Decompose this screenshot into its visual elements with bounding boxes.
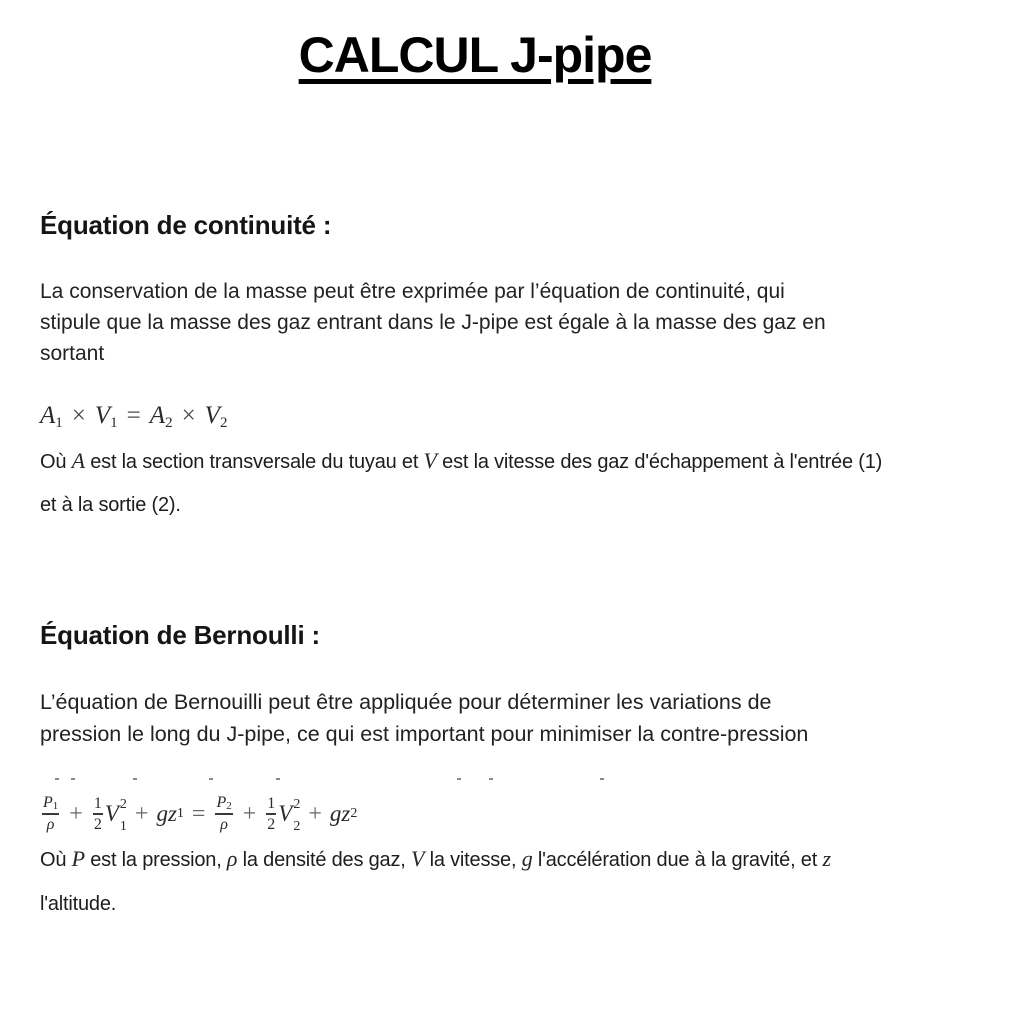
formula-var: V xyxy=(94,402,111,429)
fraction-numerator: 1 xyxy=(93,794,102,812)
fraction-numerator xyxy=(215,794,232,812)
fraction-bar xyxy=(215,813,232,815)
plus-operator: + xyxy=(134,800,149,827)
formula-bernoulli xyxy=(40,788,357,840)
formula-var: A xyxy=(40,402,56,429)
section-heading-bernoulli: Équation de Bernoulli : xyxy=(40,620,320,650)
formula-var: A xyxy=(149,402,166,429)
paragraph-bernoulli xyxy=(40,686,808,750)
paragraph-continuity xyxy=(40,276,826,369)
page-title xyxy=(0,26,950,84)
section-heading-continuity: Équation de continuité : xyxy=(40,210,332,240)
formula-var: P xyxy=(43,794,53,812)
formula-subscript: 2 xyxy=(293,819,301,834)
times-operator: × xyxy=(181,402,196,429)
fraction-numerator: 1 xyxy=(267,794,276,812)
note-math-var: A xyxy=(71,448,85,473)
formula-superscript: 2 xyxy=(293,797,301,812)
paragraph-line: La conservation de la masse peut être exprimée par l’équation de continuité, qui xyxy=(40,280,785,303)
formula-continuity xyxy=(40,402,227,432)
fraction-bar xyxy=(266,813,276,815)
formula-sup-sub xyxy=(120,798,127,834)
formula-subscript: 1 xyxy=(110,414,118,431)
formula-var: g xyxy=(156,801,168,826)
fraction-denominator: ρ xyxy=(46,816,55,834)
fraction-p1-rho xyxy=(42,794,59,833)
formula-var: P xyxy=(216,794,227,812)
formula-var: V xyxy=(104,801,119,826)
fraction-denominator: ρ xyxy=(220,816,228,834)
note-text: l'accélération due à la gravité, et xyxy=(532,849,823,871)
note-line: et à la sortie (2). xyxy=(40,494,181,516)
plus-operator: + xyxy=(69,800,83,827)
formula-var: g xyxy=(329,801,342,826)
note-math-var: z xyxy=(822,846,831,871)
formula-subscript: 2 xyxy=(165,414,173,431)
formula-var: V xyxy=(278,801,293,826)
note-text: la vitesse, xyxy=(424,849,522,871)
note-line xyxy=(40,448,882,474)
formula-note-continuity xyxy=(40,448,882,517)
clipped-text-artifact xyxy=(55,778,59,780)
formula-note-bernoulli xyxy=(40,846,831,916)
paragraph-line: pression le long du J-pipe, ce qui est important pour minimiser la contre-pression xyxy=(40,722,809,746)
note-math-var: V xyxy=(423,448,437,473)
note-text: la densité des gaz, xyxy=(237,849,411,871)
formula-subscript: 2 xyxy=(226,800,232,813)
note-math-var: P xyxy=(71,846,85,871)
plus-operator: + xyxy=(242,800,257,827)
formula-superscript: 2 xyxy=(119,797,127,812)
formula-sup-sub xyxy=(293,798,300,834)
note-math-var: g xyxy=(521,846,533,871)
formula-var: V xyxy=(204,402,220,429)
equals-operator: = xyxy=(191,800,206,827)
paragraph-line: L’équation de Bernouilli peut être appliquée pour déterminer les variations de xyxy=(40,690,772,714)
note-text: est la vitesse des gaz d'échappement à l'entrée (1) xyxy=(436,451,883,473)
note-line: l'altitude. xyxy=(40,893,117,915)
formula-subscript: 2 xyxy=(350,806,358,821)
note-text: est la section transversale du tuyau et xyxy=(84,451,424,473)
paragraph-line: sortant xyxy=(40,342,105,365)
fraction-denominator: 2 xyxy=(267,815,276,833)
formula-var: z xyxy=(167,801,177,826)
fraction-bar xyxy=(42,813,59,815)
note-text: Où xyxy=(40,849,72,871)
formula-var: z xyxy=(341,801,351,826)
fraction-one-half xyxy=(266,795,276,834)
note-line xyxy=(40,846,831,872)
formula-subscript: 1 xyxy=(176,806,184,821)
times-operator: × xyxy=(71,402,86,429)
fraction-bar xyxy=(93,813,103,815)
formula-subscript: 1 xyxy=(119,819,127,834)
fraction-one-half xyxy=(93,795,103,834)
formula-subscript: 1 xyxy=(55,414,63,431)
plus-operator: + xyxy=(308,800,322,827)
formula-subscript: 1 xyxy=(52,800,59,813)
note-text: est la pression, xyxy=(84,849,227,871)
fraction-p2-rho xyxy=(215,794,232,833)
page-title-text: CALCUL J-pipe xyxy=(298,27,652,83)
equals-operator: = xyxy=(126,402,141,429)
note-math-var: V xyxy=(411,846,425,871)
fraction-denominator: 2 xyxy=(93,815,102,833)
note-math-var: ρ xyxy=(226,846,238,871)
fraction-numerator xyxy=(42,794,59,812)
formula-subscript: 2 xyxy=(219,414,228,431)
paragraph-line: stipule que la masse des gaz entrant dans le J-pipe est égale à la masse des gaz en xyxy=(40,311,826,334)
note-text: Où xyxy=(40,451,72,473)
